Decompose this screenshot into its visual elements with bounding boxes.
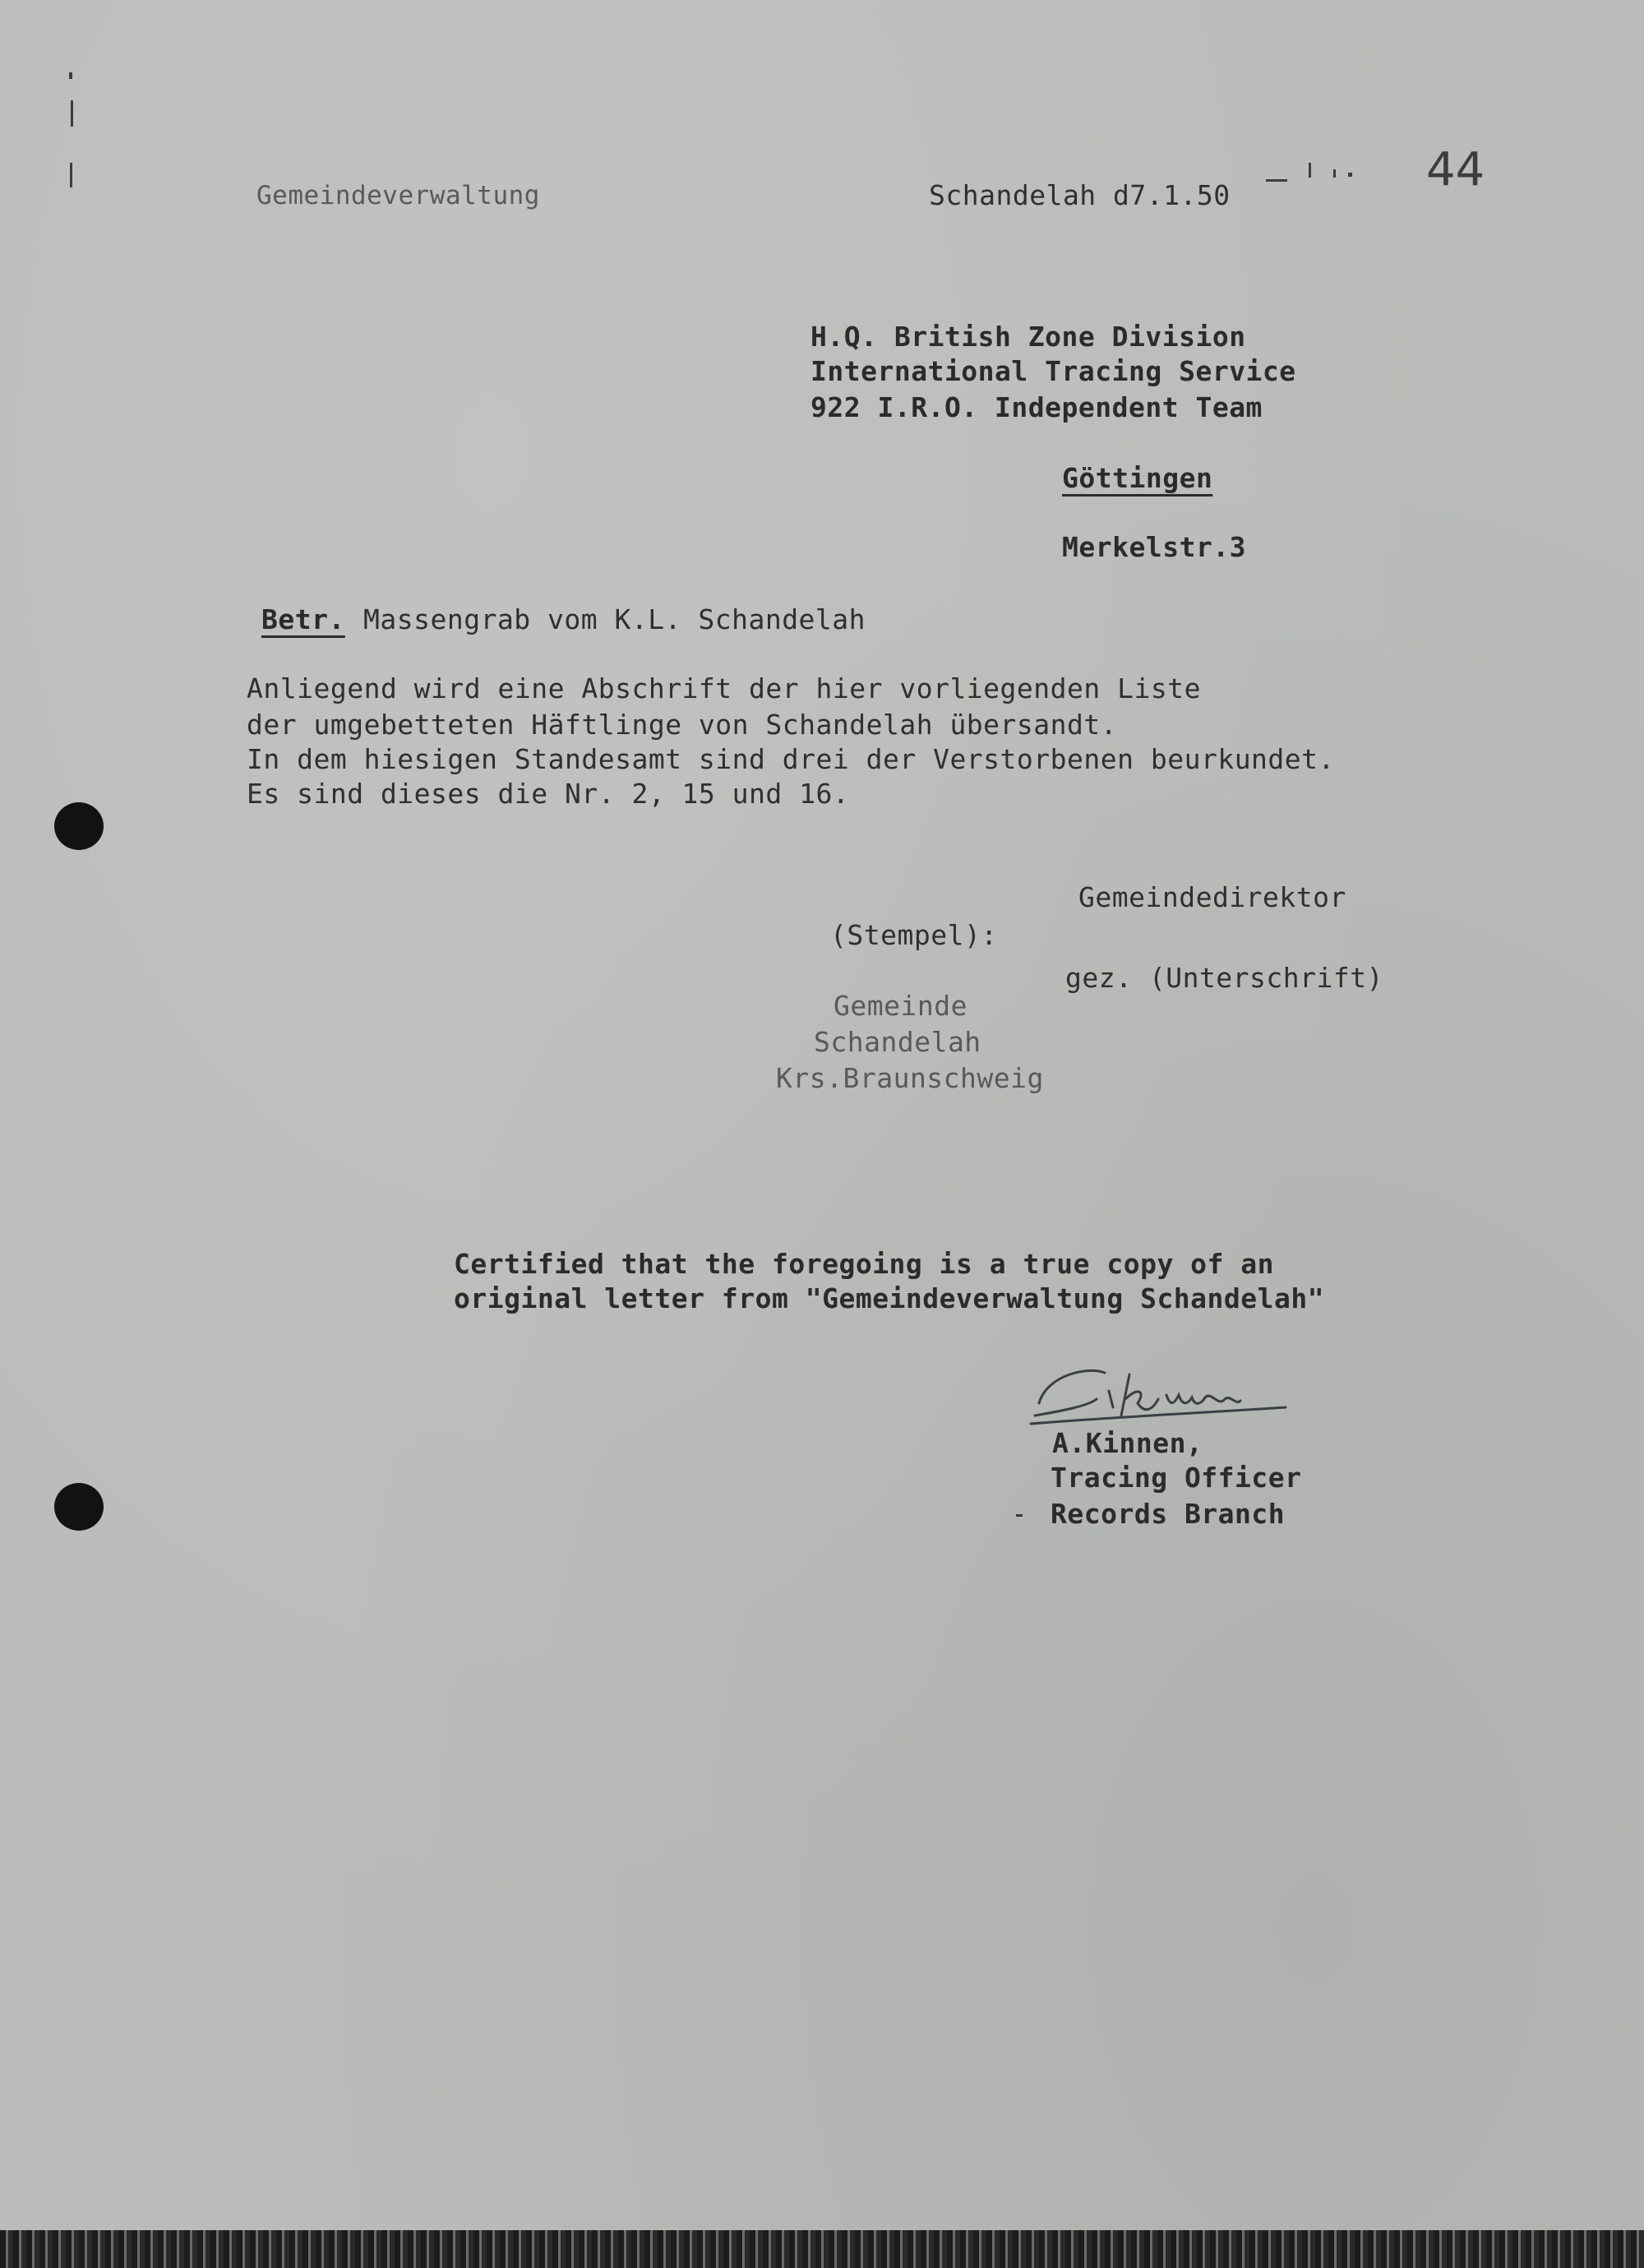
closing-signed: gez. (Unterschrift) [1065,962,1383,994]
officer-branch: Records Branch [1051,1498,1286,1530]
punch-hole-lower [54,1483,104,1531]
certification-line-1: Certified that the foregoing is a true copy of an [454,1248,1275,1280]
stamp-line-1: Gemeinde [834,990,967,1022]
officer-signature [1014,1358,1294,1432]
pen-tick [1333,169,1336,178]
pen-dash [1266,179,1287,182]
body-line-2: der umgebetteten Häftlinge von Schandelah übersandt. [247,709,1118,741]
officer-title: Tracing Officer [1051,1462,1302,1494]
certification-line-2: original letter from "Gemeindeverwaltung Schandelah" [454,1282,1325,1314]
body-line-3: In dem hiesigen Standesamt sind drei der Verstorbenen beurkundet. [247,743,1335,775]
body-line-1: Anliegend wird eine Abschrift der hier vorliegenden Liste [247,672,1201,704]
sender-heading: Gemeindeverwaltung [256,181,540,210]
stamp-line-2: Schandelah [814,1026,981,1058]
punch-hole-upper [54,802,104,850]
scanner-edge-strip [0,2230,1644,2268]
place-date: Schandelah d7.1.50 [929,179,1231,211]
recipient-street: Merkelstr.3 [1062,531,1247,563]
officer-name: A.Kinnen, [1052,1427,1203,1459]
recipient-city: Göttingen [1062,462,1213,494]
subject-label: Betr. [261,603,345,635]
closing-title: Gemeindedirektor [1078,881,1346,913]
pen-tick [1309,163,1311,178]
margin-mark [69,72,72,79]
subject-text: Massengrab vom K.L. Schandelah [363,603,866,635]
page-number: 44 [1426,143,1485,196]
recipient-line-1: H.Q. British Zone Division [810,321,1246,353]
pen-mark [1016,1514,1023,1517]
recipient-line-3: 922 I.R.O. Independent Team [810,391,1263,423]
body-line-4: Es sind dieses die Nr. 2, 15 und 16. [247,778,850,810]
margin-mark [71,100,73,127]
stamp-line-3: Krs.Braunschweig [776,1062,1044,1094]
margin-mark [70,163,72,187]
stamp-label: (Stempel): [830,919,998,951]
pen-tick [1348,173,1352,177]
recipient-line-2: International Tracing Service [810,355,1296,387]
